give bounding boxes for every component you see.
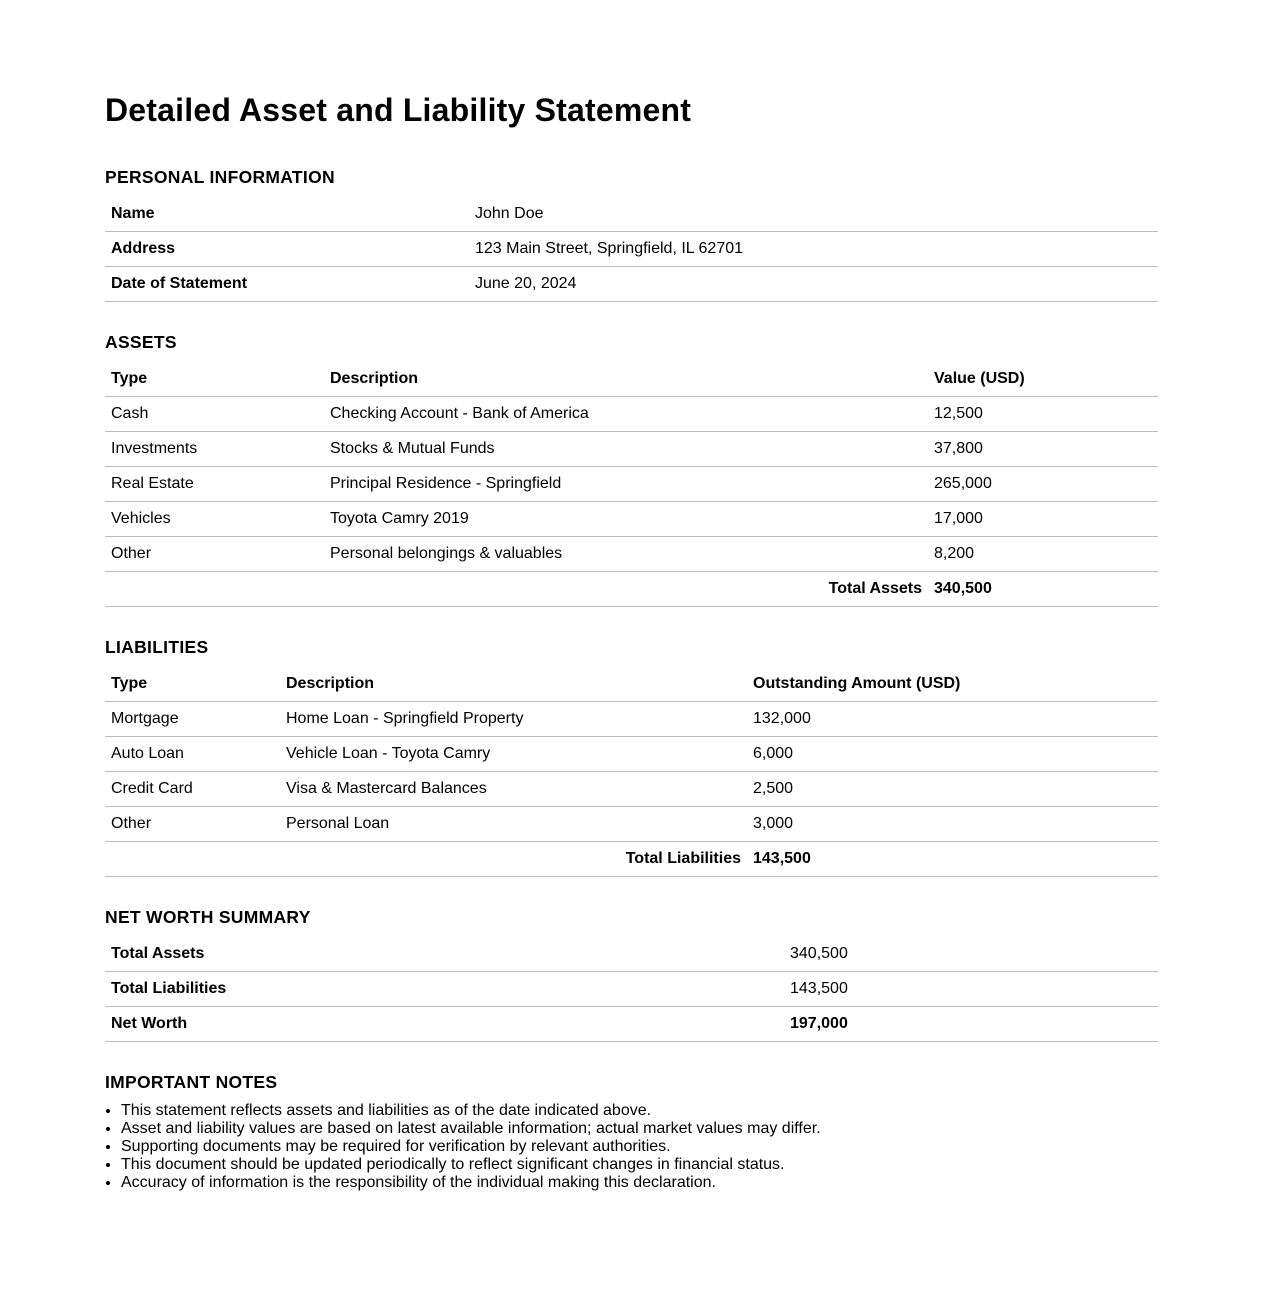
liabilities-heading: LIABILITIES bbox=[105, 637, 209, 657]
liability-description: Vehicle Loan - Toyota Camry bbox=[280, 737, 747, 772]
assets-heading: ASSETS bbox=[105, 332, 177, 352]
liability-amount: 3,000 bbox=[747, 807, 1158, 842]
table-row bbox=[105, 807, 1158, 842]
net-worth-heading: NET WORTH SUMMARY bbox=[105, 907, 311, 927]
list-item: • This document should be updated periodically to reflect significant changes in financial status. bbox=[121, 1156, 1158, 1174]
column-header-amount: Outstanding Amount (USD) bbox=[747, 667, 1158, 702]
table-row bbox=[105, 502, 1158, 537]
summary-total-assets-label: Total Assets bbox=[105, 937, 784, 972]
liability-amount: 6,000 bbox=[747, 737, 1158, 772]
table-row bbox=[105, 737, 1158, 772]
list-item: • Asset and liability values are based on latest available information; actual market values may differ. bbox=[121, 1120, 1158, 1138]
asset-value: 8,200 bbox=[928, 537, 1158, 572]
liability-amount: 2,500 bbox=[747, 772, 1158, 807]
list-item: • This statement reflects assets and liabilities as of the date indicated above. bbox=[121, 1102, 1158, 1120]
liability-description: Home Loan - Springfield Property bbox=[280, 702, 747, 737]
liability-type: Credit Card bbox=[105, 772, 280, 807]
liability-type: Mortgage bbox=[105, 702, 280, 737]
table-row bbox=[105, 467, 1158, 502]
column-header-type: Type bbox=[105, 667, 280, 702]
table-row bbox=[105, 1007, 1158, 1042]
asset-description: Toyota Camry 2019 bbox=[324, 502, 928, 537]
asset-type: Vehicles bbox=[105, 502, 324, 537]
table-row bbox=[105, 937, 1158, 972]
summary-total-liabilities-label: Total Liabilities bbox=[105, 972, 784, 1007]
asset-type: Real Estate bbox=[105, 467, 324, 502]
total-liabilities-value: 143,500 bbox=[747, 842, 1158, 877]
statement-date-label: Date of Statement bbox=[105, 267, 469, 302]
liability-type: Other bbox=[105, 807, 280, 842]
net-worth-value: 197,000 bbox=[784, 1007, 1158, 1042]
name-value: John Doe bbox=[469, 197, 1158, 232]
table-header-row bbox=[105, 667, 1158, 702]
table-row bbox=[105, 432, 1158, 467]
table-row bbox=[105, 397, 1158, 432]
liability-description: Visa & Mastercard Balances bbox=[280, 772, 747, 807]
asset-type: Cash bbox=[105, 397, 324, 432]
liability-type: Auto Loan bbox=[105, 737, 280, 772]
column-header-description: Description bbox=[280, 667, 747, 702]
total-liabilities-label: Total Liabilities bbox=[105, 842, 747, 877]
summary-total-assets-value: 340,500 bbox=[784, 937, 1158, 972]
notes-list bbox=[105, 1102, 1158, 1192]
net-worth-label: Net Worth bbox=[105, 1007, 784, 1042]
asset-value: 37,800 bbox=[928, 432, 1158, 467]
statement-date-value: June 20, 2024 bbox=[469, 267, 1158, 302]
table-row bbox=[105, 972, 1158, 1007]
liability-amount: 132,000 bbox=[747, 702, 1158, 737]
page-title: Detailed Asset and Liability Statement bbox=[105, 92, 692, 128]
asset-description: Personal belongings & valuables bbox=[324, 537, 928, 572]
address-value: 123 Main Street, Springfield, IL 62701 bbox=[469, 232, 1158, 267]
column-header-description: Description bbox=[324, 362, 928, 397]
table-header-row bbox=[105, 362, 1158, 397]
table-row bbox=[105, 537, 1158, 572]
net-worth-table bbox=[105, 937, 1158, 1042]
table-row bbox=[105, 702, 1158, 737]
name-label: Name bbox=[105, 197, 469, 232]
assets-table bbox=[105, 362, 1158, 607]
table-row bbox=[105, 197, 1158, 232]
table-row bbox=[105, 772, 1158, 807]
asset-description: Principal Residence - Springfield bbox=[324, 467, 928, 502]
asset-type: Investments bbox=[105, 432, 324, 467]
asset-description: Checking Account - Bank of America bbox=[324, 397, 928, 432]
total-row bbox=[105, 572, 1158, 607]
liabilities-table bbox=[105, 667, 1158, 877]
total-row bbox=[105, 842, 1158, 877]
asset-type: Other bbox=[105, 537, 324, 572]
asset-description: Stocks & Mutual Funds bbox=[324, 432, 928, 467]
liability-description: Personal Loan bbox=[280, 807, 747, 842]
total-assets-value: 340,500 bbox=[928, 572, 1158, 607]
list-item: • Supporting documents may be required for verification by relevant authorities. bbox=[121, 1138, 1158, 1156]
asset-value: 265,000 bbox=[928, 467, 1158, 502]
table-row bbox=[105, 232, 1158, 267]
column-header-type: Type bbox=[105, 362, 324, 397]
list-item: • Accuracy of information is the responsibility of the individual making this declaration. bbox=[121, 1174, 1158, 1192]
notes-heading: IMPORTANT NOTES bbox=[105, 1072, 278, 1092]
table-row bbox=[105, 267, 1158, 302]
total-assets-label: Total Assets bbox=[105, 572, 928, 607]
summary-total-liabilities-value: 143,500 bbox=[784, 972, 1158, 1007]
address-label: Address bbox=[105, 232, 469, 267]
personal-info-table bbox=[105, 197, 1158, 302]
column-header-value: Value (USD) bbox=[928, 362, 1158, 397]
personal-info-heading: PERSONAL INFORMATION bbox=[105, 167, 335, 187]
asset-value: 17,000 bbox=[928, 502, 1158, 537]
asset-value: 12,500 bbox=[928, 397, 1158, 432]
